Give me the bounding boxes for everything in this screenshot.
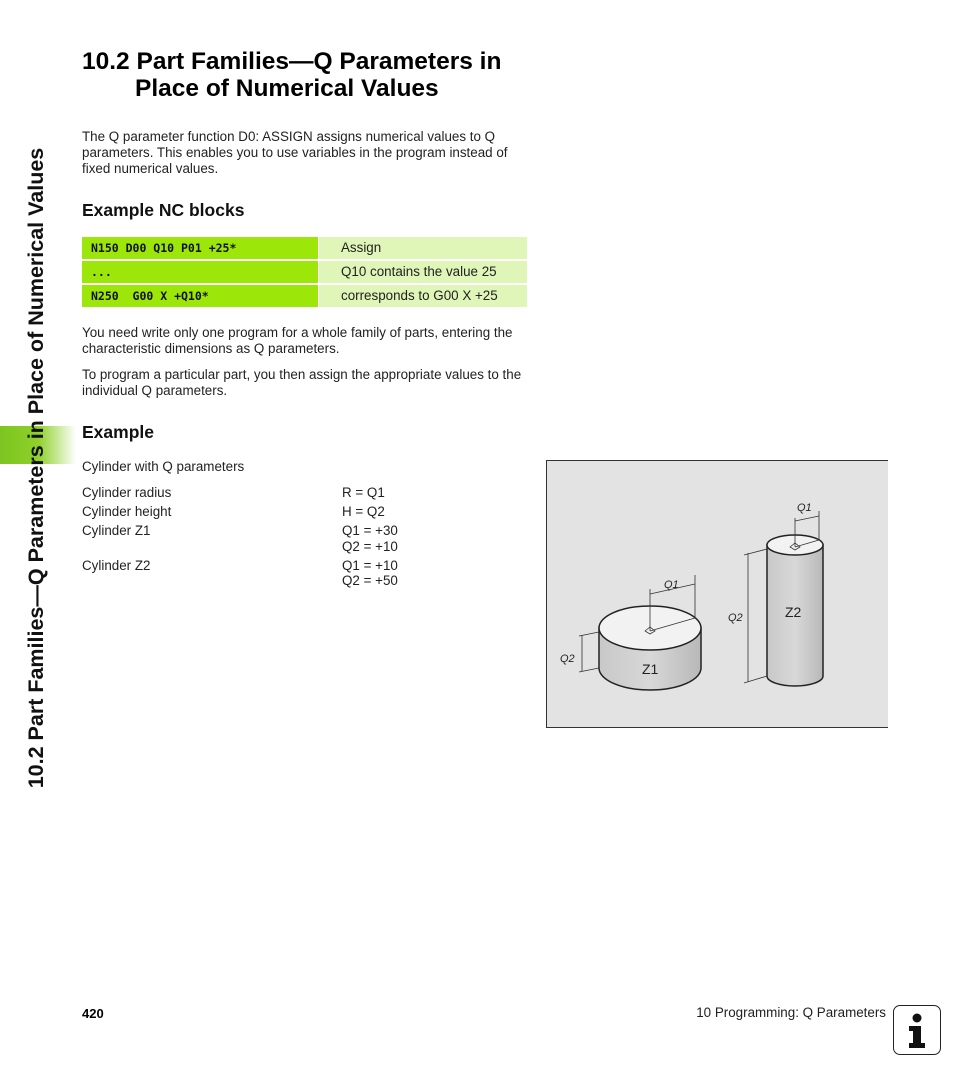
chapter-footer: 10 Programming: Q Parameters	[696, 1005, 886, 1020]
intro-paragraph: The Q parameter function D0: ASSIGN assigns numerical values to Q parameters. This enables you to use variables in the program instead of fixed numerical values.	[82, 129, 508, 176]
table-row	[82, 261, 527, 283]
nc-code-cell: ...	[82, 261, 318, 283]
page-title-line2: Place of Numerical Values	[135, 75, 439, 102]
table-row	[82, 285, 527, 307]
nc-code-cell: N150 D00 Q10 P01 +25*	[82, 237, 318, 259]
nc-desc-cell: Assign	[319, 237, 527, 259]
param-label: Cylinder height	[82, 504, 172, 519]
example-subtitle: Cylinder with Q parameters	[82, 459, 245, 474]
cylinder-figure	[546, 460, 888, 728]
page-title-line1: 10.2 Part Families—Q Parameters in	[82, 48, 502, 75]
param-value: Q1 = +30	[342, 523, 398, 538]
param-value: Q2 = +50	[342, 573, 398, 588]
param-label: Cylinder Z2	[82, 557, 151, 573]
svg-text:Z1: Z1	[642, 661, 659, 677]
example-heading: Example	[82, 422, 154, 442]
param-label: Cylinder radius	[82, 485, 172, 500]
page-number: 420	[82, 1006, 104, 1021]
param-value: Q2 = +10	[342, 538, 398, 554]
nc-code-cell: N250 G00 X +Q10*	[82, 285, 318, 307]
nc-desc-cell: Q10 contains the value 25	[319, 261, 527, 283]
param-label: Cylinder Z1	[82, 523, 151, 538]
param-value: R = Q1	[342, 485, 385, 500]
table-row	[82, 237, 527, 259]
nc-desc-cell: corresponds to G00 X +25	[319, 285, 527, 307]
page-title	[82, 48, 501, 102]
side-running-title: 10.2 Part Families—Q Parameters in Place of Numerical Values	[24, 147, 48, 789]
cylinder-z2	[728, 502, 823, 686]
paragraph-family: You need write only one program for a whole family of parts, entering the characteristic dimensions as Q parameters.	[82, 325, 513, 356]
svg-text:Q2: Q2	[560, 653, 575, 665]
example-parameter-table	[82, 485, 398, 592]
svg-text:Q1: Q1	[797, 502, 812, 514]
table-row	[82, 485, 398, 501]
param-value: Q1 = +10	[342, 557, 398, 573]
svg-text:Z2: Z2	[785, 604, 802, 620]
svg-text:Q1: Q1	[664, 579, 679, 591]
paragraph-assign: To program a particular part, you then assign the appropriate values to the individual Q parameters.	[82, 367, 522, 398]
table-row	[82, 523, 398, 554]
cylinder-z1	[560, 575, 701, 690]
nc-blocks-table	[82, 237, 527, 309]
svg-text:Q2: Q2	[728, 612, 743, 624]
info-icon	[893, 1005, 941, 1055]
nc-blocks-heading: Example NC blocks	[82, 200, 245, 220]
table-row	[82, 558, 398, 589]
table-row	[82, 504, 398, 520]
param-value: H = Q2	[342, 504, 385, 519]
